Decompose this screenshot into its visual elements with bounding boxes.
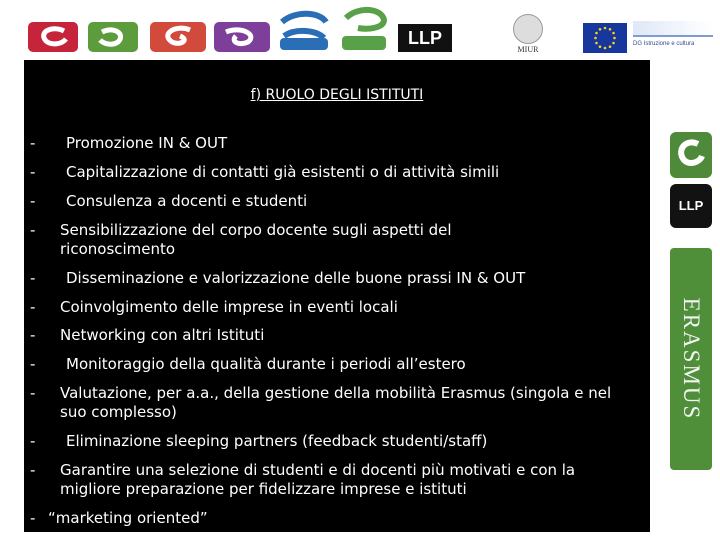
header-logo-bar: [0, 0, 720, 58]
eu-dg-label: DG Istruzione e cultura: [633, 41, 695, 47]
list-item-text: Networking con altri Istituti: [60, 326, 265, 344]
green-swirl-logo-icon: [338, 6, 390, 52]
list-item-text: Valutazione, per a.a., della gestione della mobilità Erasmus (singola e nel suo complesso): [60, 384, 612, 421]
purple-swirl-logo-icon: [214, 22, 270, 52]
bullet-dash: -: [30, 221, 36, 239]
bullet-dash: -: [30, 384, 36, 402]
bullet-dash: -: [30, 163, 36, 181]
list-item-text: Garantire una selezione di studenti e di docenti più motivati e con la migliore preparazione per fidelizzare imprese e istituti: [60, 461, 576, 498]
list-item-text: Disseminazione e valorizzazione delle buone prassi IN & OUT: [66, 269, 526, 287]
erasmus-banner: [670, 248, 712, 470]
erasmus-label: ERASMUS: [679, 297, 704, 421]
bullet-dash: -: [30, 461, 36, 479]
llp-logo: LLP: [670, 184, 712, 228]
llp-logo: LLP: [398, 24, 452, 52]
logo-tile-4: [214, 22, 264, 52]
bullet-dash: -: [30, 298, 36, 316]
bullet-dash: -: [30, 355, 36, 373]
red-swirl-logo-icon: [28, 22, 78, 52]
list-item-text: “marketing oriented”: [48, 509, 208, 527]
eu-dg-logo: [633, 21, 713, 55]
green-swirl-logo-icon: [88, 22, 138, 52]
logo-tile-2: [88, 22, 138, 52]
slide-title: [24, 87, 650, 103]
logo-tile-5: [276, 8, 332, 52]
bullet-dash: -: [30, 509, 36, 527]
list-item-text: Promozione IN & OUT: [66, 134, 228, 152]
eu-flag-icon: [583, 23, 627, 53]
miur-label: MIUR: [517, 45, 539, 54]
list-item-text: Coinvolgimento delle imprese in eventi locali: [60, 298, 398, 316]
bullet-dash: -: [30, 432, 36, 450]
miur-logo: [508, 14, 548, 56]
green-swirl-logo-icon: [670, 132, 712, 178]
bullet-dash: -: [30, 326, 36, 344]
bullet-dash: -: [30, 134, 36, 152]
italian-emblem-icon: [513, 14, 543, 44]
logo-tile-1: [28, 22, 78, 52]
bullet-dash: -: [30, 269, 36, 287]
eu-dg-stripe: [633, 21, 713, 37]
list-item-text: Monitoraggio della qualità durante i periodi all’estero: [66, 355, 466, 373]
list-item-text: Eliminazione sleeping partners (feedback studenti/staff): [66, 432, 488, 450]
blue-swirl-logo-icon: [276, 8, 332, 52]
red-swirl-logo-icon: [150, 22, 206, 52]
logo-tile-6: [338, 6, 390, 52]
list-item-text: Sensibilizzazione del corpo docente sugli aspetti del riconoscimento: [60, 221, 452, 258]
list-item-text: Capitalizzazione di contatti già esistenti o di attività simili: [66, 163, 500, 181]
side-branding: [670, 132, 712, 470]
bullet-dash: -: [30, 192, 36, 210]
slide-title-text: f) RUOLO DEGLI ISTITUTI: [250, 87, 424, 103]
list-item-text: Consulenza a docenti e studenti: [66, 192, 308, 210]
logo-tile-3: [150, 22, 200, 52]
slide-content: [24, 60, 650, 532]
